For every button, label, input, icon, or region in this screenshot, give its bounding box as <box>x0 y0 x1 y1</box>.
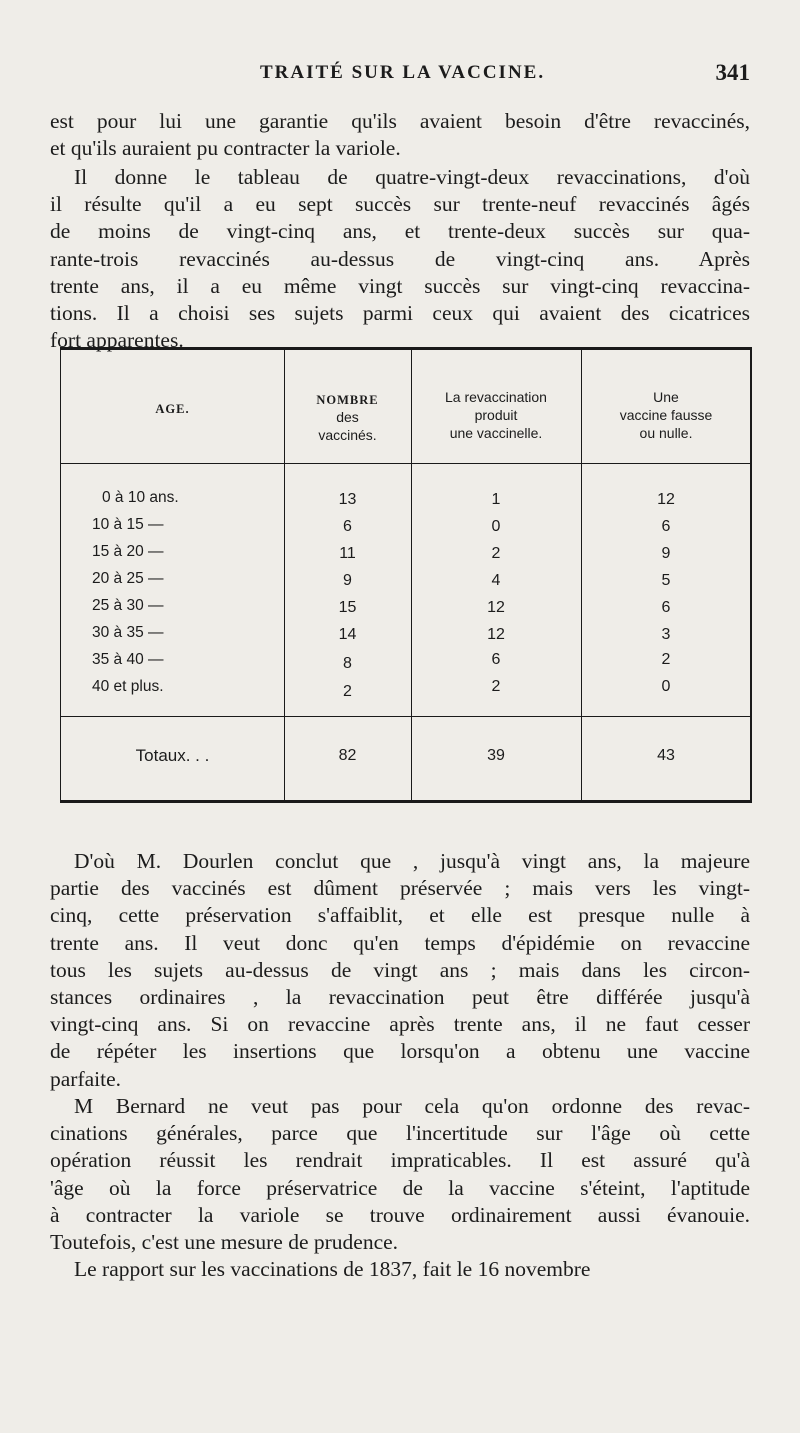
nulle-cell: 12 <box>657 491 675 508</box>
nulle-cell: 6 <box>661 518 671 535</box>
text-line: et qu'ils auraient pu contracter la variole. <box>50 136 401 161</box>
text-line: 'âge où la force préservatrice de la vaccine s'éteint, l'aptitude <box>50 1175 750 1200</box>
nombre-cell: 14 <box>338 626 357 643</box>
nulle-cell: 5 <box>661 572 671 589</box>
vaccinelle-cell: 0 <box>491 518 501 535</box>
age-cell: 20 à 25 — <box>92 570 164 587</box>
header-fausse: Une <box>653 389 679 405</box>
text-line: trente ans. Il veut donc qu'en temps d'épidémie on revaccine <box>50 930 750 955</box>
header-age: AGE. <box>155 402 190 416</box>
text-line: à contracter la variole se trouve ordinairement aussi évanouie. <box>50 1202 750 1227</box>
text-line: de moins de vingt-cinq ans, et trente-deux succès sur qua- <box>50 219 750 244</box>
nulle-cell: 6 <box>661 599 671 616</box>
text-line: tous les sujets au-dessus de vingt ans ; mais dans les circon- <box>50 957 750 982</box>
text-line: cinations générales, parce que l'incertitude sur l'âge où cette <box>50 1121 750 1146</box>
page-header <box>110 56 750 96</box>
paragraph-1 <box>50 108 750 162</box>
text-line: Le rapport sur les vaccinations de 1837, fait le 16 novembre <box>74 1257 591 1281</box>
header-revaccination: La revaccination <box>445 389 547 405</box>
header-nombre: NOMBRE <box>316 393 379 407</box>
age-cell: 0 à 10 ans. <box>102 489 179 506</box>
text-line: parfaite. <box>50 1066 122 1091</box>
text-line: partie des vaccinés est dûment préservée ; mais vers les vingt- <box>50 876 750 901</box>
paragraph-4 <box>50 1093 750 1256</box>
header-fausse-2: vaccine fausse <box>619 407 713 423</box>
vaccinelle-cell: 2 <box>491 678 501 695</box>
nombre-cell: 11 <box>339 545 356 562</box>
paragraph-5 <box>50 1256 750 1283</box>
age-cell: 35 à 40 — <box>92 651 164 668</box>
totals-nulle: 43 <box>657 747 675 764</box>
text-line: Il donne le tableau de quatre-vingt-deux revaccinations, d'où <box>74 165 750 189</box>
totals-label: Totaux. . . <box>135 746 210 765</box>
nombre-cell: 13 <box>338 491 357 508</box>
header-revaccination-2: produit <box>474 407 518 423</box>
vaccinelle-cell: 12 <box>487 599 505 616</box>
text-line: stances ordinaires , la revaccination peut être différée jusqu'à <box>50 985 750 1010</box>
vaccinelle-cell: 6 <box>491 651 501 668</box>
nombre-cell: 6 <box>343 518 352 535</box>
totals-rule <box>61 716 750 717</box>
page-number: 341 <box>715 60 750 85</box>
nombre-cell: 9 <box>343 572 352 589</box>
text-line: cinq, cette préservation s'affaiblit, et elle est presque nulle à <box>50 903 750 928</box>
text-line: opération réussit les rendrait impraticables. Il est assuré qu'à <box>50 1148 750 1173</box>
text-line: de répéter les insertions que lorsqu'on a obtenu une vaccine <box>50 1039 750 1064</box>
age-cell: 10 à 15 — <box>92 516 164 533</box>
text-line: vingt-cinq ans. Si on revaccine après trente ans, il ne faut cesser <box>50 1012 750 1037</box>
nulle-cell: 3 <box>661 626 671 643</box>
header-rule <box>61 463 750 464</box>
text-line: rante-trois revaccinés au-dessus de vingt-cinq ans. Après <box>50 246 750 271</box>
revaccination-table <box>60 347 752 803</box>
nulle-cell: 9 <box>661 545 671 562</box>
header-revaccination-3: une vaccinelle. <box>449 425 543 441</box>
age-cell: 30 à 35 — <box>92 624 164 641</box>
text-line: Toutefois, c'est une mesure de prudence. <box>50 1230 399 1255</box>
text-line: D'où M. Dourlen conclut que , jusqu'à vingt ans, la majeure <box>74 849 750 873</box>
totals-nombre: 82 <box>338 747 357 764</box>
header-fausse-3: ou nulle. <box>639 425 693 441</box>
nombre-cell: 2 <box>343 683 352 700</box>
text-line: tions. Il a choisi ses sujets parmi ceux qui avaient des cicatrices <box>50 301 750 326</box>
nombre-cell: 8 <box>343 655 352 672</box>
vaccinelle-cell: 2 <box>491 545 501 562</box>
text-line: fort apparentes. <box>50 328 184 353</box>
nulle-cell: 0 <box>661 678 671 695</box>
text-line: est pour lui une garantie qu'ils avaient besoin d'être revaccinés, <box>50 109 750 133</box>
header-nombre-3: vaccinés. <box>318 427 377 443</box>
vaccinelle-cell: 4 <box>491 572 501 589</box>
text-line: M Bernard ne veut pas pour cela qu'on ordonne des revac- <box>74 1094 750 1118</box>
running-title: TRAITÉ SUR LA VACCINE. <box>260 62 546 83</box>
vaccinelle-cell: 12 <box>487 626 505 643</box>
header-nombre-2: des <box>336 409 359 425</box>
nulle-cell: 2 <box>661 651 671 668</box>
text-line: il résulte qu'il a eu sept succès sur trente-neuf revaccinés âgés <box>50 192 750 217</box>
paragraph-2 <box>50 164 750 354</box>
age-cell: 25 à 30 — <box>92 597 164 614</box>
totals-vaccinelle: 39 <box>487 747 505 764</box>
age-cell: 15 à 20 — <box>92 543 164 560</box>
vaccinelle-cell: 1 <box>491 491 501 508</box>
paragraph-3 <box>50 848 750 1093</box>
nombre-cell: 15 <box>338 599 357 616</box>
age-cell: 40 et plus. <box>92 678 164 695</box>
text-line: trente ans, il a eu même vingt succès sur vingt-cinq revaccina- <box>50 273 750 298</box>
